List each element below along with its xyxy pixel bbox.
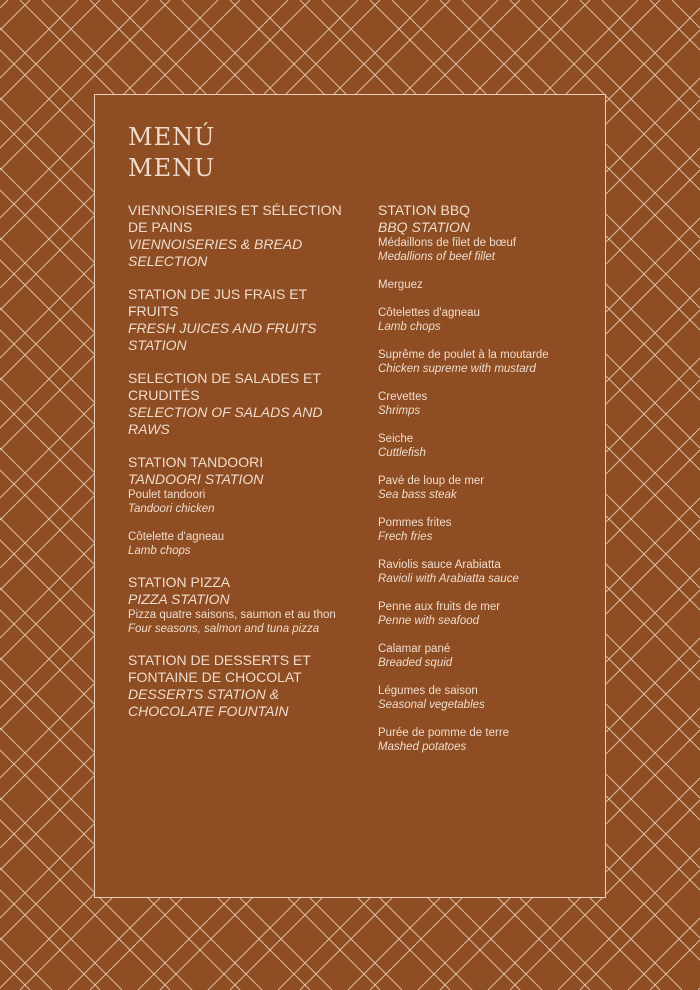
section-title-en: SELECTION OF SALADS AND RAWS	[128, 404, 323, 437]
bbq-item	[378, 516, 588, 544]
section-title-en: VIENNOISERIES & BREAD SELECTION	[128, 236, 303, 269]
menu-item-fr: Purée de pomme de terre	[378, 727, 510, 739]
section-title-en: PIZZA STATION	[128, 591, 230, 607]
bbq-item	[378, 474, 588, 502]
menu-item-fr: Pizza quatre saisons, saumon et au thon	[128, 609, 336, 621]
menu-item-en: Ravioli with Arabiatta sauce	[378, 573, 519, 585]
menu-item-en: Breaded squid	[378, 657, 453, 669]
menu-item-fr: Côtelette d'agneau	[128, 531, 225, 543]
section-title-fr: STATION TANDOORI	[128, 454, 264, 470]
bbq-item	[378, 558, 588, 586]
bbq-item	[378, 306, 588, 334]
bbq-item	[378, 726, 588, 754]
menu-item-en: Cuttlefish	[378, 447, 426, 459]
section-bbq	[378, 202, 588, 264]
section-desserts	[128, 652, 358, 720]
section-tandoori	[128, 454, 358, 516]
menu-item-en: Mashed potatoes	[378, 741, 467, 753]
menu-item-en: Medallions of beef fillet	[378, 251, 495, 263]
section-title-en: DESSERTS STATION & CHOCOLATE FOUNTAIN	[128, 686, 289, 719]
menu-item-fr: Médaillons de filet de bœuf	[378, 237, 517, 249]
menu-item-fr: Pommes frites	[378, 517, 452, 529]
menu-item-en: Four seasons, salmon and tuna pizza	[128, 623, 320, 635]
menu-item-fr: Poulet tandoori	[128, 489, 206, 501]
menu-item-fr: Légumes de saison	[378, 685, 478, 697]
menu-item-fr: Penne aux fruits de mer	[378, 601, 501, 613]
menu-item-en: Frech fries	[378, 531, 433, 543]
title-english: MENU	[128, 154, 216, 182]
section-title-fr: STATION BBQ	[378, 202, 471, 218]
right-column	[378, 202, 588, 768]
bbq-item	[378, 390, 588, 418]
menu-item-en: Lamb chops	[128, 545, 191, 557]
left-column	[128, 202, 358, 736]
section-title-en: BBQ STATION	[378, 219, 471, 235]
section-pizza	[128, 574, 358, 636]
tandoori-item-lamb	[128, 530, 358, 558]
menu-item-en: Shrimps	[378, 405, 421, 417]
bbq-item	[378, 642, 588, 670]
menu-item-en: Chicken supreme with mustard	[378, 363, 536, 375]
section-title-fr: VIENNOISERIES ET SÉLECTION DE PAINS	[128, 202, 342, 235]
menu-item-en: Penne with seafood	[378, 615, 480, 627]
menu-item-en: Seasonal vegetables	[378, 699, 485, 711]
section-title-fr: STATION DE JUS FRAIS ET FRUITS	[128, 286, 307, 319]
bbq-item	[378, 600, 588, 628]
section-title-fr: SELECTION DE SALADES ET CRUDITÉS	[128, 370, 321, 403]
menu-item-fr: Pavé de loup de mer	[378, 475, 485, 487]
menu-item-en: Tandoori chicken	[128, 503, 215, 515]
bbq-item	[378, 348, 588, 376]
menu-title	[128, 122, 215, 184]
section-viennoiseries	[128, 202, 358, 270]
bbq-item	[378, 278, 588, 292]
menu-item-fr: Côtelettes d'agneau	[378, 307, 480, 319]
menu-item-fr: Raviolis sauce Arabiatta	[378, 559, 501, 571]
title-spanish: MENÚ	[128, 123, 216, 151]
menu-item-fr: Crevettes	[378, 391, 428, 403]
section-title-en: FRESH JUICES AND FRUITS STATION	[128, 320, 317, 353]
menu-item-fr: Seiche	[378, 433, 414, 445]
menu-item-en: Lamb chops	[378, 321, 441, 333]
section-title-fr: STATION PIZZA	[128, 574, 231, 590]
menu-item-fr: Merguez	[378, 279, 423, 291]
section-juices	[128, 286, 358, 354]
bbq-item	[378, 432, 588, 460]
menu-item-fr: Calamar pané	[378, 643, 451, 655]
menu-item-en: Sea bass steak	[378, 489, 457, 501]
bbq-item	[378, 684, 588, 712]
section-title-fr: STATION DE DESSERTS ET FONTAINE DE CHOCOLAT	[128, 652, 311, 685]
section-title-en: TANDOORI STATION	[128, 471, 264, 487]
menu-item-fr: Suprême de poulet à la moutarde	[378, 349, 549, 361]
section-salads	[128, 370, 358, 438]
